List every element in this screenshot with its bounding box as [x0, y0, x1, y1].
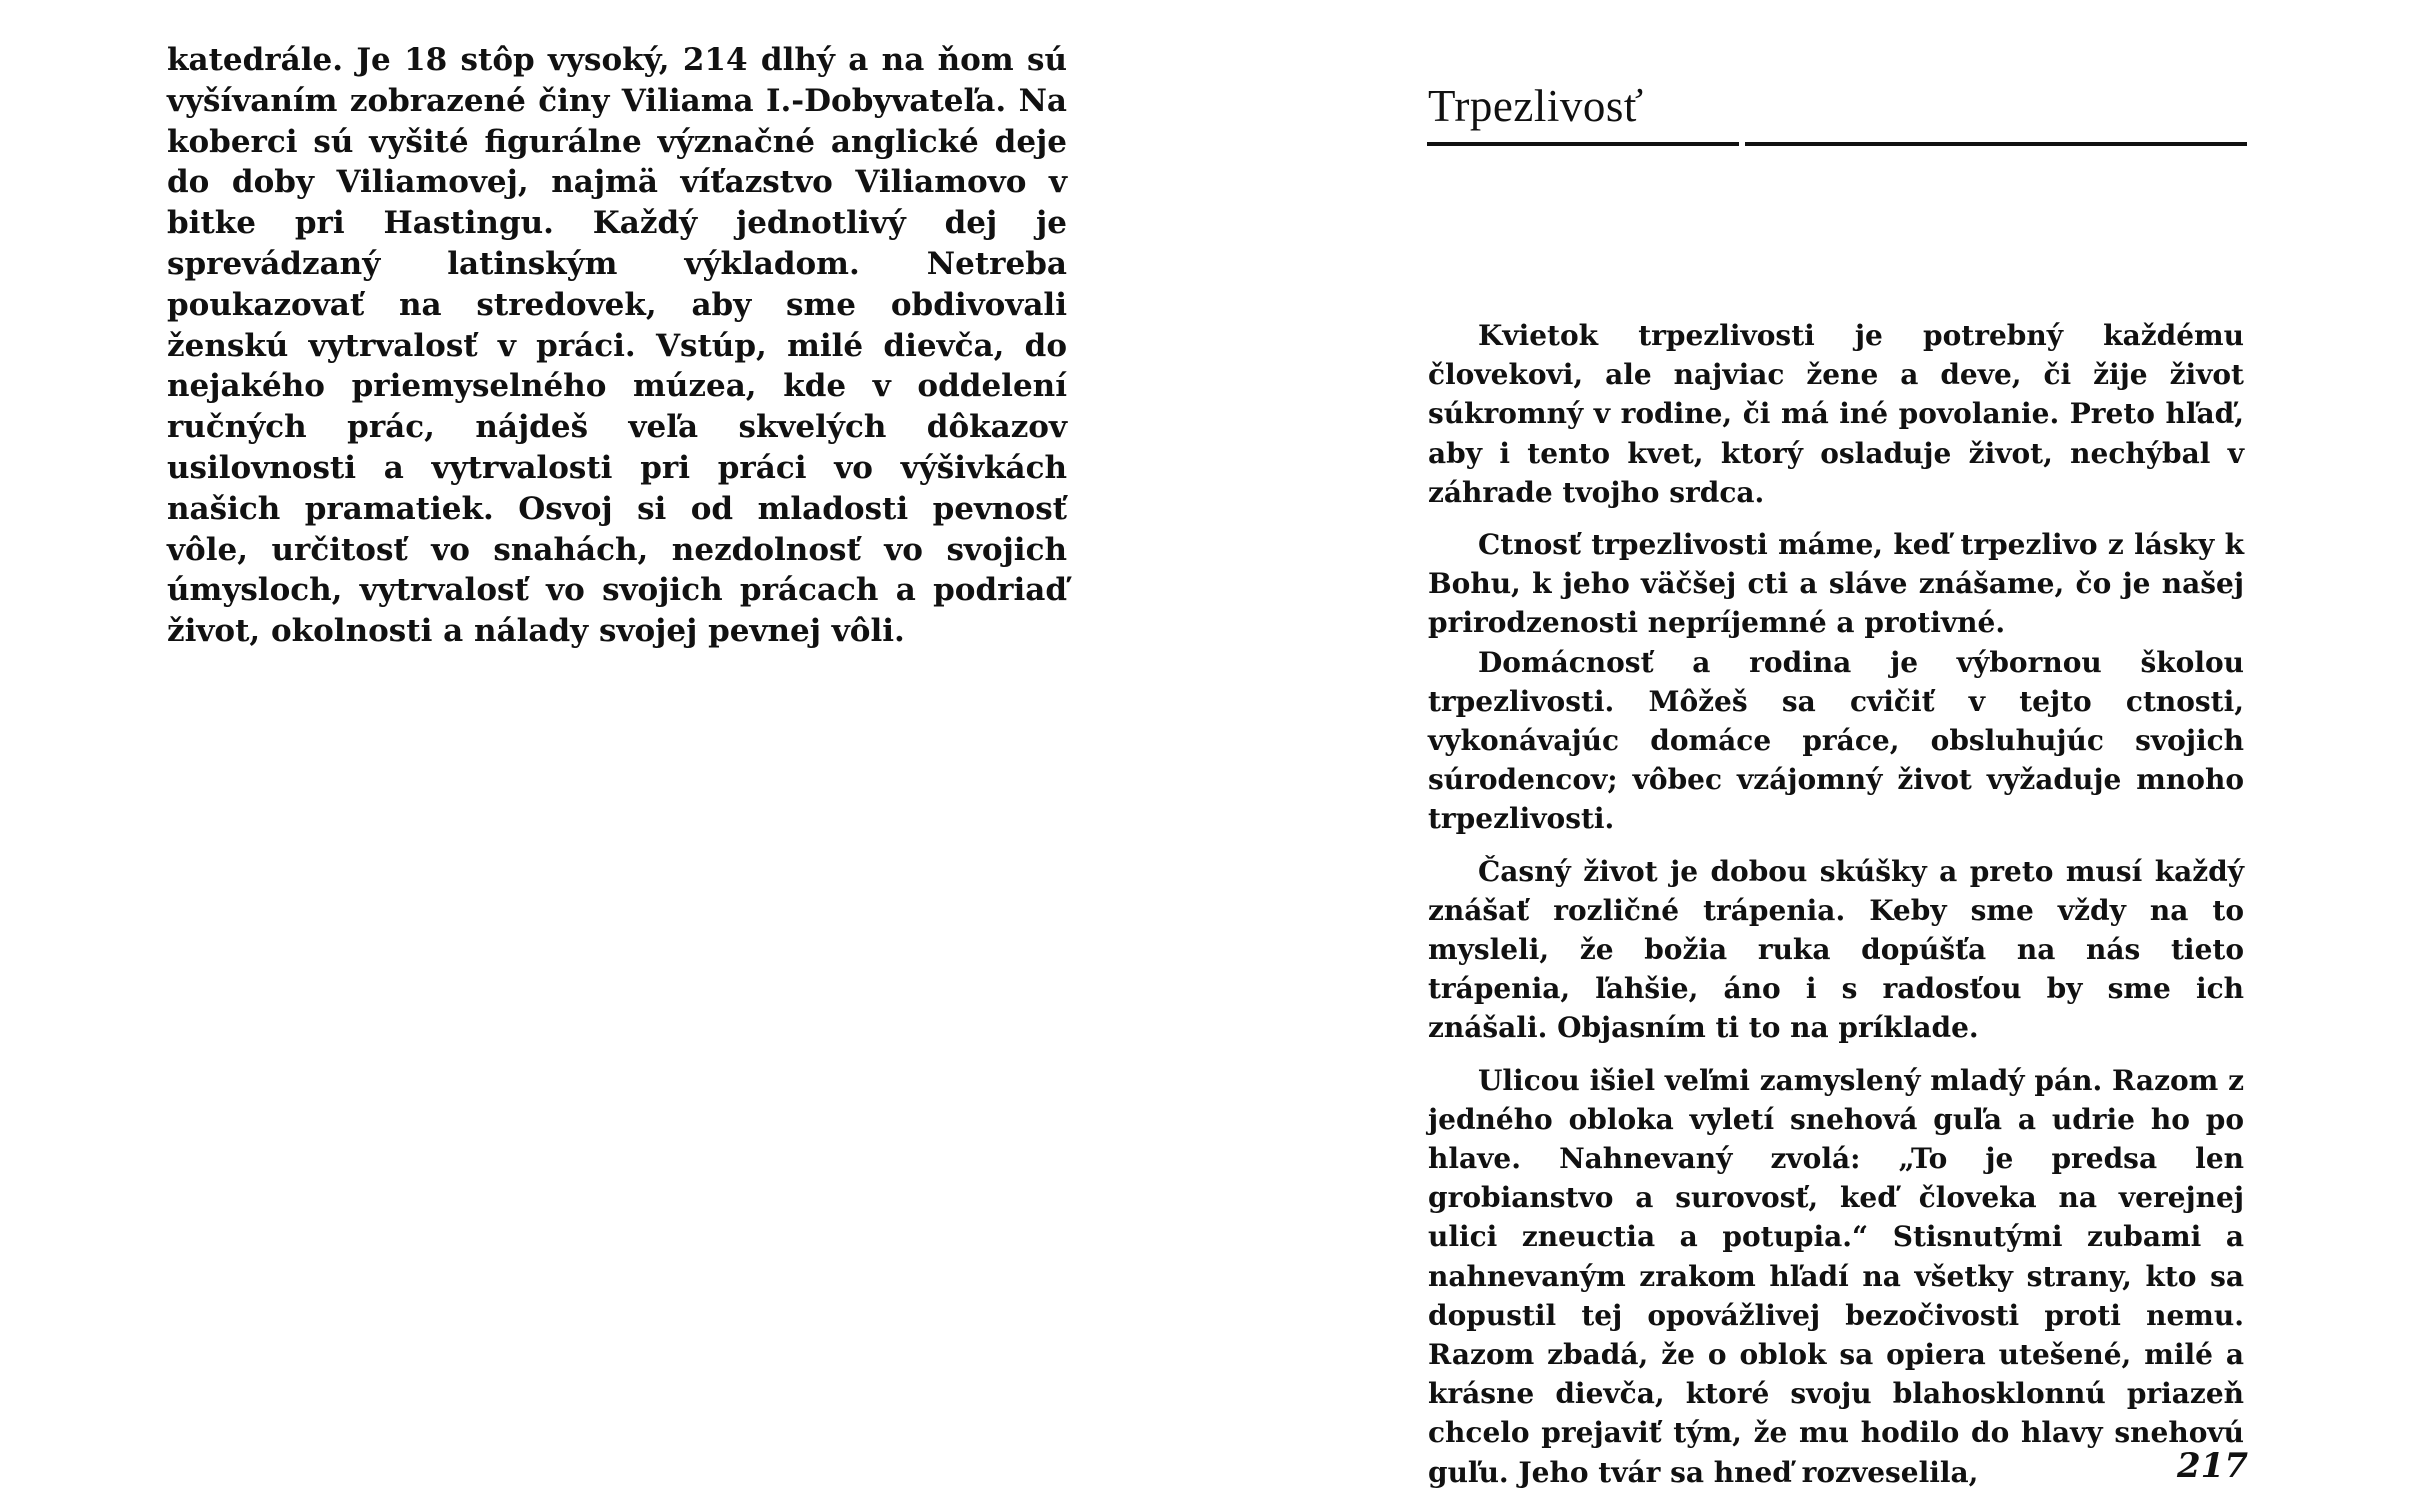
- right-text-column: [1428, 316, 2244, 1492]
- chapter-title: Trpezlivosť: [1428, 81, 1644, 131]
- title-rule-left: [1427, 142, 1739, 146]
- right-paragraph: Domácnosť a rodina je výbornou školou trpezlivosti. Môžeš sa cvičiť v tejto ctnosti, vykonávajúc domáce práce, obsluhujúc svojich súrodencov; vôbec vzájomný život vyžaduje mnoho trpezlivosti.: [1428, 645, 2244, 836]
- page-number: 217: [2177, 1446, 2248, 1486]
- right-paragraph: Ctnosť trpezlivosti máme, keď trpezlivo z lásky k Bohu, k jeho väčšej cti a sláve znášame, čo je našej prirodzenosti nepríjemné a protivné.: [1428, 528, 2244, 640]
- title-rule-right: [1745, 142, 2247, 146]
- right-paragraph: Ulicou išiel veľmi zamyslený mladý pán. Razom z jedného obloka vyletí snehová guľa a udrie ho po hlave. Nahnevaný zvolá: „To je predsa len grobianstvo a surovosť, keď človeka na verejnej ulici zneuctia a potupia.“ Stisnutými zubami a nahnevaným zrakom hľadí na všetky strany, kto sa dopustil tej opovážlivej bezočivosti proti nemu. Razom zbadá, že o oblok sa opiera utešené, milé a krásne dievča, ktoré svoju blahosklonnú priazeň chcelo prejaviť tým, že mu hodilo do hlavy snehovú guľu. Jeho tvár sa hneď rozveselila,: [1428, 1063, 2244, 1489]
- left-paragraph: katedrále. Je 18 stôp vysoký, 214 dlhý a na ňom sú vyšívaním zobrazené činy Viliama I.-Dobyvateľa. Na koberci sú vyšité figurálne význačné anglické deje do doby Viliamovej, najmä víťazstvo Viliamovo v bitke pri Hastingu. Každý jednotlivý dej je sprevádzaný latinským výkladom. Netreba poukazovať na stredovek, aby sme obdivovali ženskú vytrvalosť v práci. Vstúp, milé dievča, do nejakého priemyselného múzea, kde v oddelení ručných prác, nájdeš veľa skvelých dôkazov usilovnosti a vytrvalosti pri práci vo výšivkách našich pramatiek. Osvoj si od mladosti pevnosť vôle, určitosť vo snahách, nezdolnosť vo svojich úmysloch, vytrvalosť vo svojich prácach a podriaď život, okolnosti a nálady svojej pevnej vôli.: [167, 42, 1067, 650]
- right-paragraph: Kvietok trpezlivosti je potrebný každému človekovi, ale najviac žene a deve, či žije život súkromný v rodine, či má iné povolanie. Preto hľaď, aby i tento kvet, ktorý osladuje život, nechýbal v záhrade tvojho srdca.: [1428, 319, 2244, 509]
- right-page: [1210, 0, 2420, 1500]
- right-paragraph: Časný život je dobou skúšky a preto musí každý znášať rozličné trápenia. Keby sme vždy na to mysleli, že božia ruka dopúšťa na nás tieto trápenia, ľahšie, áno i s radosťou by sme ich znášali. Objasním ti to na príklade.: [1428, 854, 2244, 1045]
- left-text-column: [167, 40, 1067, 652]
